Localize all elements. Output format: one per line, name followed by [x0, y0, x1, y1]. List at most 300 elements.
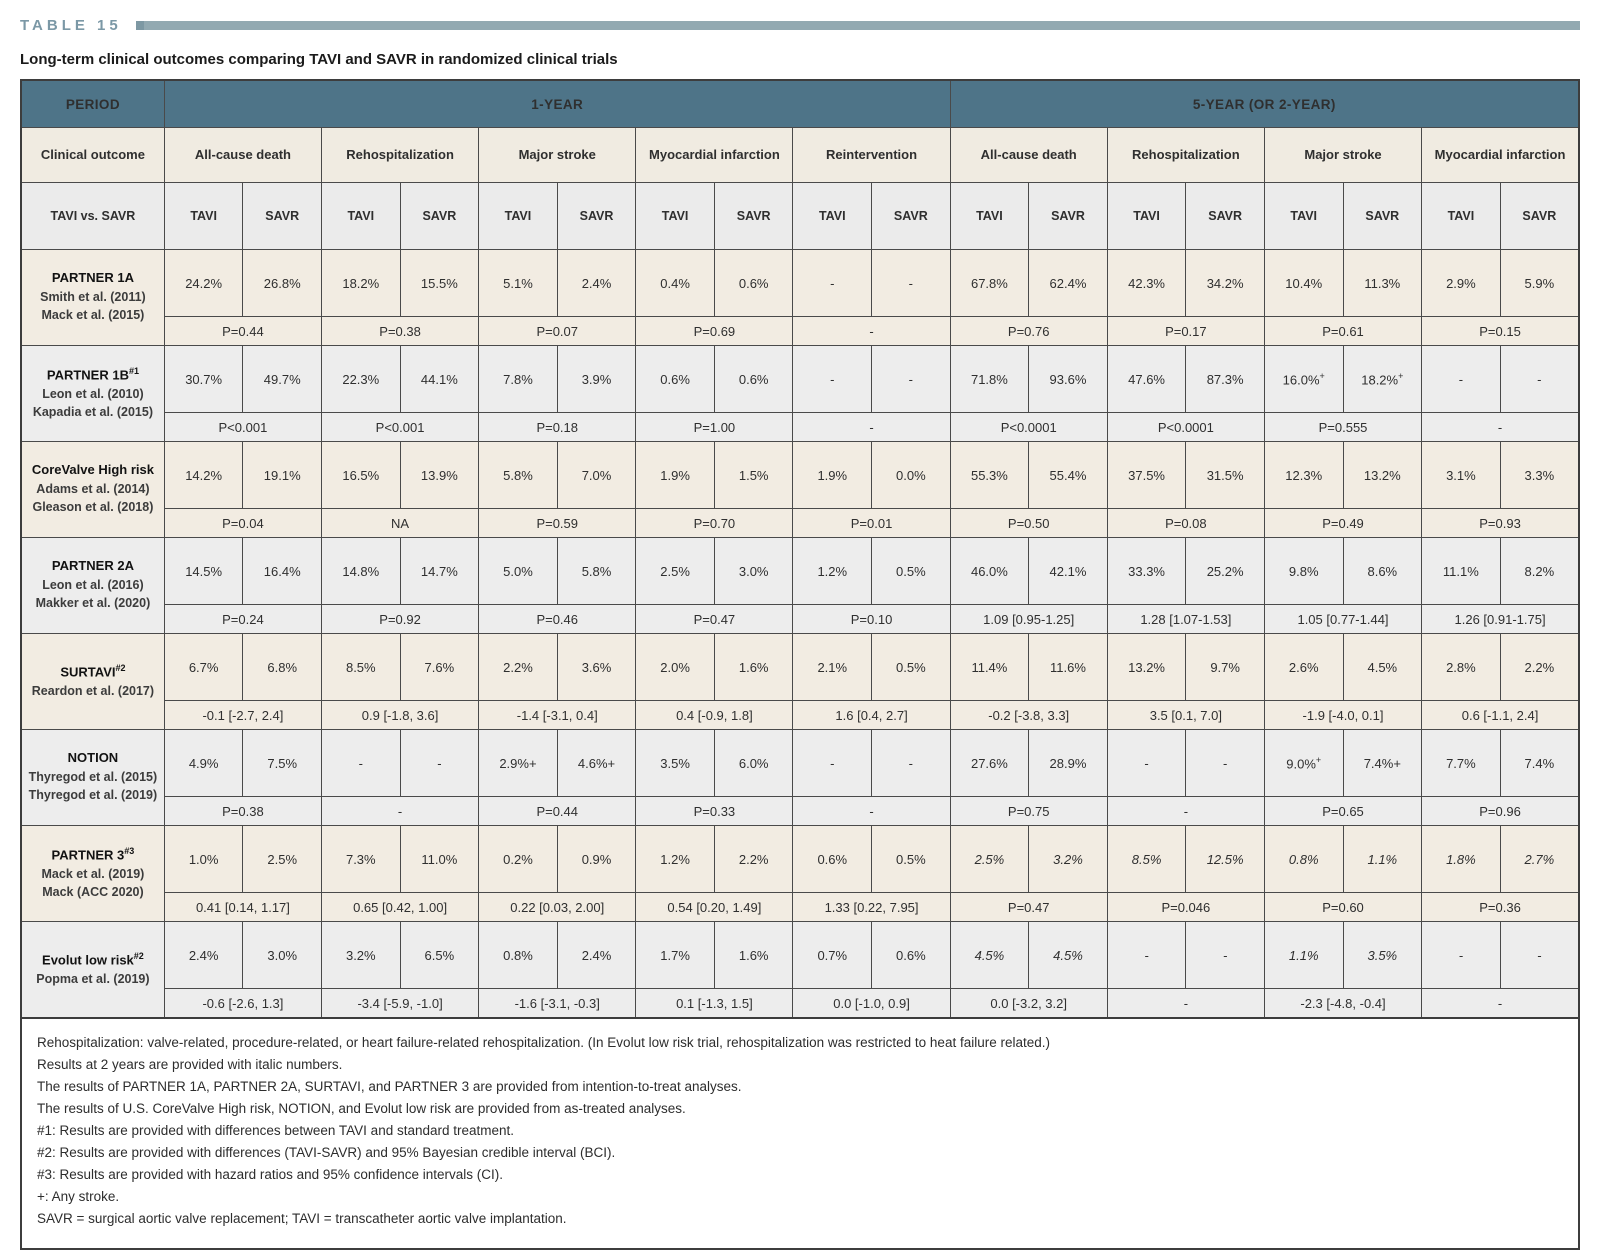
- outcome-header: Myocardial infarction: [1422, 128, 1579, 183]
- stat-cell: -: [1107, 797, 1264, 826]
- value-cell: 3.9%: [557, 346, 636, 413]
- table-tag: TABLE 15: [20, 16, 122, 34]
- trial-ref: Gleason et al. (2018): [32, 499, 154, 514]
- value-cell: 5.8%: [479, 442, 558, 509]
- value-cell: 2.6%: [1264, 634, 1343, 701]
- value-cell: 9.8%: [1264, 538, 1343, 605]
- trial-refs: [25, 971, 161, 989]
- trial-row-stats: [21, 317, 1579, 346]
- value-cell: 0.6%: [793, 826, 872, 893]
- value-cell: 87.3%: [1186, 346, 1265, 413]
- value-cell: 0.5%: [872, 826, 951, 893]
- stat-cell: P=0.70: [636, 509, 793, 538]
- table-tag-bar: [136, 21, 1580, 30]
- stat-cell: 0.4 [-0.9, 1.8]: [636, 701, 793, 730]
- trial-row-values: [21, 922, 1579, 989]
- stat-cell: P=0.38: [164, 797, 321, 826]
- tavi-header: TAVI: [1107, 183, 1186, 250]
- stat-cell: NA: [322, 509, 479, 538]
- value-cell: -: [1500, 346, 1579, 413]
- trial-name: CoreValve High risk: [31, 462, 154, 478]
- value-cell: 37.5%: [1107, 442, 1186, 509]
- value-cell: 11.6%: [1029, 634, 1108, 701]
- stat-cell: -: [793, 413, 950, 442]
- value-cell: 11.0%: [400, 826, 479, 893]
- stat-cell: P=0.75: [950, 797, 1107, 826]
- stat-cell: -2.3 [-4.8, -0.4]: [1264, 989, 1421, 1019]
- outcome-header: Rehospitalization: [322, 128, 479, 183]
- value-cell: 3.2%: [1029, 826, 1108, 893]
- value-cell: 33.3%: [1107, 538, 1186, 605]
- tavi-header: TAVI: [950, 183, 1029, 250]
- value-cell: 26.8%: [243, 250, 322, 317]
- stat-cell: P=0.92: [322, 605, 479, 634]
- footnote-line: The results of PARTNER 1A, PARTNER 2A, SURTAVI, and PARTNER 3 are provided from intention-to-treat analyses.: [37, 1079, 742, 1094]
- value-cell: 9.7%: [1186, 634, 1265, 701]
- value-cell: 0.7%: [793, 922, 872, 989]
- value-cell: 16.0%+: [1264, 346, 1343, 413]
- value-cell: 12.5%: [1186, 826, 1265, 893]
- stat-cell: 0.22 [0.03, 2.00]: [479, 893, 636, 922]
- value-cell: 13.2%: [1343, 442, 1422, 509]
- outcome-header: Major stroke: [479, 128, 636, 183]
- stat-cell: -1.6 [-3.1, -0.3]: [479, 989, 636, 1019]
- value-cell: 1.5%: [714, 442, 793, 509]
- value-cell: 30.7%: [164, 346, 243, 413]
- value-cell: 55.4%: [1029, 442, 1108, 509]
- outcome-header: Rehospitalization: [1107, 128, 1264, 183]
- value-cell: 4.5%: [1343, 634, 1422, 701]
- stat-cell: P=0.38: [322, 317, 479, 346]
- stat-cell: P<0.001: [322, 413, 479, 442]
- stat-cell: P=0.50: [950, 509, 1107, 538]
- stat-cell: P=0.49: [1264, 509, 1421, 538]
- trial-ref: Leon et al. (2016): [42, 578, 144, 593]
- value-cell: 8.5%: [1107, 826, 1186, 893]
- outcomes-table: [20, 79, 1580, 1019]
- value-cell: 3.0%: [243, 922, 322, 989]
- value-cell: 3.6%: [557, 634, 636, 701]
- stat-cell: 3.5 [0.1, 7.0]: [1107, 701, 1264, 730]
- value-cell: -: [793, 250, 872, 317]
- trial-row-stats: [21, 989, 1579, 1019]
- value-cell: 0.5%: [872, 538, 951, 605]
- trial-ref: Makker et al. (2020): [35, 595, 151, 610]
- value-cell: 14.2%: [164, 442, 243, 509]
- trial-ref: Reardon et al. (2017): [31, 683, 155, 698]
- value-cell: 49.7%: [243, 346, 322, 413]
- stat-cell: P=0.44: [164, 317, 321, 346]
- value-cell: 11.3%: [1343, 250, 1422, 317]
- value-cell: 2.4%: [557, 250, 636, 317]
- value-cell: 13.9%: [400, 442, 479, 509]
- value-cell: 2.5%: [243, 826, 322, 893]
- trial-ref: Mack et al. (2015): [41, 307, 145, 322]
- value-cell: 28.9%: [1029, 730, 1108, 797]
- stat-cell: 0.9 [-1.8, 3.6]: [322, 701, 479, 730]
- value-cell: 1.9%: [793, 442, 872, 509]
- value-cell: 6.5%: [400, 922, 479, 989]
- value-cell: 12.3%: [1264, 442, 1343, 509]
- value-cell: -: [1107, 922, 1186, 989]
- trial-row-values: [21, 442, 1579, 509]
- value-cell: 46.0%: [950, 538, 1029, 605]
- stat-cell: P=0.76: [950, 317, 1107, 346]
- value-cell: 0.6%: [714, 346, 793, 413]
- stat-cell: P=0.10: [793, 605, 950, 634]
- trial-refs: [25, 577, 161, 613]
- stat-cell: -3.4 [-5.9, -1.0]: [322, 989, 479, 1019]
- value-cell: 3.0%: [714, 538, 793, 605]
- value-cell: 5.0%: [479, 538, 558, 605]
- trial-name: SURTAVI$^{\#2}$: [60, 662, 126, 679]
- stat-cell: -: [793, 317, 950, 346]
- trial-label: [21, 250, 164, 346]
- footnote-line: Results at 2 years are provided with italic numbers.: [37, 1057, 343, 1072]
- value-cell: 1.2%: [636, 826, 715, 893]
- value-cell: 4.9%: [164, 730, 243, 797]
- value-cell: 16.4%: [243, 538, 322, 605]
- stat-cell: P<0.0001: [950, 413, 1107, 442]
- value-cell: 2.1%: [793, 634, 872, 701]
- footnote-line: +: Any stroke.: [37, 1189, 120, 1204]
- stat-cell: P=0.15: [1422, 317, 1579, 346]
- trial-label: [21, 634, 164, 730]
- footnote-line: #1: Results are provided with differences between TAVI and standard treatment.: [37, 1123, 515, 1138]
- stat-cell: 1.09 [0.95-1.25]: [950, 605, 1107, 634]
- value-cell: 5.1%: [479, 250, 558, 317]
- value-cell: 2.8%: [1422, 634, 1501, 701]
- value-cell: 67.8%: [950, 250, 1029, 317]
- outcome-header: All-cause death: [164, 128, 321, 183]
- trial-name: PARTNER 2A: [51, 558, 134, 574]
- trial-label: [21, 826, 164, 922]
- section-header-1y: 1-YEAR: [164, 80, 950, 128]
- stat-cell: 0.54 [0.20, 1.49]: [636, 893, 793, 922]
- value-cell: 2.2%: [479, 634, 558, 701]
- value-cell: 9.0%+: [1264, 730, 1343, 797]
- trial-label: [21, 922, 164, 1019]
- header-row-arms: [21, 183, 1579, 250]
- value-cell: -: [1500, 922, 1579, 989]
- stat-cell: P=0.08: [1107, 509, 1264, 538]
- tavi-header: TAVI: [1422, 183, 1501, 250]
- savr-header: SAVR: [1186, 183, 1265, 250]
- value-cell: 13.2%: [1107, 634, 1186, 701]
- trial-ref: Thyregod et al. (2015): [28, 770, 158, 785]
- stat-cell: -0.6 [-2.6, 1.3]: [164, 989, 321, 1019]
- value-cell: -: [1186, 922, 1265, 989]
- value-cell: -: [793, 346, 872, 413]
- trial-row-values: [21, 346, 1579, 413]
- stat-cell: P<0.0001: [1107, 413, 1264, 442]
- trial-name: Evolut low risk$^{\#2}$: [42, 950, 144, 967]
- value-cell: 10.4%: [1264, 250, 1343, 317]
- trial-row-values: [21, 826, 1579, 893]
- value-cell: 15.5%: [400, 250, 479, 317]
- trial-ref: Kapadia et al. (2015): [32, 404, 154, 419]
- stat-cell: P=0.61: [1264, 317, 1421, 346]
- stat-cell: P=0.59: [479, 509, 636, 538]
- trial-row-stats: [21, 509, 1579, 538]
- trial-name: PARTNER 3$^{\#3}$: [51, 845, 135, 862]
- trial-ref: Leon et al. (2010): [42, 386, 144, 401]
- stat-cell: 1.6 [0.4, 2.7]: [793, 701, 950, 730]
- savr-header: SAVR: [872, 183, 951, 250]
- tavi-header: TAVI: [793, 183, 872, 250]
- value-cell: -: [872, 346, 951, 413]
- value-cell: 0.6%: [872, 922, 951, 989]
- trial-row-values: [21, 538, 1579, 605]
- value-cell: 6.0%: [714, 730, 793, 797]
- value-cell: 0.9%: [557, 826, 636, 893]
- stat-cell: 1.28 [1.07-1.53]: [1107, 605, 1264, 634]
- value-cell: 14.5%: [164, 538, 243, 605]
- stat-cell: P=0.47: [950, 893, 1107, 922]
- value-cell: 3.1%: [1422, 442, 1501, 509]
- footnote-line: #3: Results are provided with hazard ratios and 95% confidence intervals (CI).: [37, 1167, 503, 1182]
- footnote-line: #2: Results are provided with differences (TAVI-SAVR) and 95% Bayesian credible interval (BCI).: [37, 1145, 616, 1160]
- footnote-line: The results of U.S. CoreValve High risk, NOTION, and Evolut low risk are provided from as-treated analyses.: [37, 1101, 686, 1116]
- value-cell: 7.8%: [479, 346, 558, 413]
- value-cell: 3.5%: [1343, 922, 1422, 989]
- value-cell: 4.6%+: [557, 730, 636, 797]
- trial-label: [21, 346, 164, 442]
- value-cell: 1.7%: [636, 922, 715, 989]
- stat-cell: 0.1 [-1.3, 1.5]: [636, 989, 793, 1019]
- footnotes: [20, 1019, 1580, 1250]
- value-cell: 7.4%+: [1343, 730, 1422, 797]
- value-cell: 7.7%: [1422, 730, 1501, 797]
- trial-name: NOTION: [67, 750, 119, 766]
- tavi-header: TAVI: [322, 183, 401, 250]
- stat-cell: -1.9 [-4.0, 0.1]: [1264, 701, 1421, 730]
- value-cell: -: [1422, 922, 1501, 989]
- value-cell: 14.8%: [322, 538, 401, 605]
- value-cell: 71.8%: [950, 346, 1029, 413]
- table-title: Long-term clinical outcomes comparing TAVI and SAVR in randomized clinical trials: [20, 51, 618, 68]
- trial-refs: [25, 289, 161, 325]
- clinical-outcome-header: Clinical outcome: [21, 128, 164, 183]
- savr-header: SAVR: [243, 183, 322, 250]
- value-cell: 18.2%: [322, 250, 401, 317]
- stat-cell: 1.33 [0.22, 7.95]: [793, 893, 950, 922]
- value-cell: 0.4%: [636, 250, 715, 317]
- value-cell: -: [322, 730, 401, 797]
- value-cell: -: [872, 250, 951, 317]
- stat-cell: 0.0 [-3.2, 3.2]: [950, 989, 1107, 1019]
- stat-cell: -1.4 [-3.1, 0.4]: [479, 701, 636, 730]
- value-cell: 25.2%: [1186, 538, 1265, 605]
- stat-cell: 0.6 [-1.1, 2.4]: [1422, 701, 1579, 730]
- stat-cell: P=0.24: [164, 605, 321, 634]
- value-cell: 7.0%: [557, 442, 636, 509]
- value-cell: 7.5%: [243, 730, 322, 797]
- value-cell: 93.6%: [1029, 346, 1108, 413]
- stat-cell: P=0.555: [1264, 413, 1421, 442]
- value-cell: -: [1422, 346, 1501, 413]
- trial-refs: [25, 386, 161, 422]
- value-cell: 16.5%: [322, 442, 401, 509]
- value-cell: 18.2%+: [1343, 346, 1422, 413]
- value-cell: 4.5%: [950, 922, 1029, 989]
- footnote-line: Rehospitalization: valve-related, procedure-related, or heart failure-related rehospitalization. (In Evolut low risk trial, rehospitalization was restricted to heat failure related.): [37, 1035, 1050, 1050]
- period-header: PERIOD: [21, 80, 164, 128]
- trial-ref: Popma et al. (2019): [36, 971, 150, 986]
- stat-cell: P<0.001: [164, 413, 321, 442]
- stat-cell: -: [793, 797, 950, 826]
- trial-row-values: [21, 730, 1579, 797]
- savr-header: SAVR: [400, 183, 479, 250]
- value-cell: 4.5%: [1029, 922, 1108, 989]
- stat-cell: P=0.33: [636, 797, 793, 826]
- tavi-header: TAVI: [636, 183, 715, 250]
- value-cell: 31.5%: [1186, 442, 1265, 509]
- value-cell: 2.2%: [1500, 634, 1579, 701]
- value-cell: 22.3%: [322, 346, 401, 413]
- stat-cell: -0.1 [-2.7, 2.4]: [164, 701, 321, 730]
- value-cell: 19.1%: [243, 442, 322, 509]
- trial-refs: [25, 481, 161, 517]
- trial-ref: Thyregod et al. (2019): [28, 787, 158, 802]
- trial-row-stats: [21, 797, 1579, 826]
- trial-label: [21, 538, 164, 634]
- value-cell: 42.3%: [1107, 250, 1186, 317]
- value-cell: 47.6%: [1107, 346, 1186, 413]
- value-cell: 2.5%: [636, 538, 715, 605]
- tavi-header: TAVI: [479, 183, 558, 250]
- value-cell: 1.9%: [636, 442, 715, 509]
- value-cell: 0.8%: [479, 922, 558, 989]
- value-cell: 62.4%: [1029, 250, 1108, 317]
- value-cell: 7.4%: [1500, 730, 1579, 797]
- savr-header: SAVR: [1029, 183, 1108, 250]
- outcome-header: All-cause death: [950, 128, 1107, 183]
- value-cell: 0.5%: [872, 634, 951, 701]
- trial-refs: [25, 866, 161, 902]
- trial-row-values: [21, 634, 1579, 701]
- value-cell: 42.1%: [1029, 538, 1108, 605]
- trial-ref: Mack et al. (2019): [41, 866, 145, 881]
- value-cell: 2.9%+: [479, 730, 558, 797]
- stat-cell: 1.05 [0.77-1.44]: [1264, 605, 1421, 634]
- outcome-header: Reintervention: [793, 128, 950, 183]
- trial-ref: Smith et al. (2011): [40, 290, 146, 305]
- value-cell: 8.2%: [1500, 538, 1579, 605]
- trial-name: PARTNER $1B^{\#1}$: [46, 365, 139, 382]
- value-cell: 55.3%: [950, 442, 1029, 509]
- value-cell: 6.8%: [243, 634, 322, 701]
- value-cell: 11.4%: [950, 634, 1029, 701]
- value-cell: 2.5%: [950, 826, 1029, 893]
- stat-cell: P=0.17: [1107, 317, 1264, 346]
- value-cell: 2.7%: [1500, 826, 1579, 893]
- savr-header: SAVR: [714, 183, 793, 250]
- stat-cell: -: [1422, 989, 1579, 1019]
- trial-refs: [25, 683, 161, 701]
- stat-cell: -: [322, 797, 479, 826]
- stat-cell: P=0.44: [479, 797, 636, 826]
- value-cell: 3.3%: [1500, 442, 1579, 509]
- table-body: [21, 250, 1579, 1019]
- value-cell: 8.6%: [1343, 538, 1422, 605]
- value-cell: 8.5%: [322, 634, 401, 701]
- value-cell: 3.2%: [322, 922, 401, 989]
- stat-cell: 0.41 [0.14, 1.17]: [164, 893, 321, 922]
- trial-name: PARTNER 1A: [51, 270, 134, 286]
- stat-cell: P=0.60: [1264, 893, 1421, 922]
- stat-cell: P=0.01: [793, 509, 950, 538]
- value-cell: 0.2%: [479, 826, 558, 893]
- value-cell: 1.2%: [793, 538, 872, 605]
- value-cell: 0.6%: [714, 250, 793, 317]
- value-cell: 7.6%: [400, 634, 479, 701]
- outcome-header: Major stroke: [1264, 128, 1421, 183]
- value-cell: 1.0%: [164, 826, 243, 893]
- stat-cell: P=0.18: [479, 413, 636, 442]
- value-cell: 3.5%: [636, 730, 715, 797]
- tavi-header: TAVI: [164, 183, 243, 250]
- trial-row-stats: [21, 413, 1579, 442]
- section-header-5y: 5-YEAR (OR 2-YEAR): [950, 80, 1579, 128]
- trial-label: [21, 730, 164, 826]
- stat-cell: P=0.36: [1422, 893, 1579, 922]
- stat-cell: P=0.96: [1422, 797, 1579, 826]
- trial-row-stats: [21, 701, 1579, 730]
- stat-cell: P=0.93: [1422, 509, 1579, 538]
- value-cell: 0.8%: [1264, 826, 1343, 893]
- value-cell: -: [400, 730, 479, 797]
- value-cell: 7.3%: [322, 826, 401, 893]
- value-cell: 14.7%: [400, 538, 479, 605]
- tavi-header: TAVI: [1264, 183, 1343, 250]
- stat-cell: P=0.04: [164, 509, 321, 538]
- value-cell: 11.1%: [1422, 538, 1501, 605]
- trial-row-values: [21, 250, 1579, 317]
- value-cell: 2.2%: [714, 826, 793, 893]
- value-cell: 6.7%: [164, 634, 243, 701]
- value-cell: 2.0%: [636, 634, 715, 701]
- value-cell: 1.8%: [1422, 826, 1501, 893]
- value-cell: 44.1%: [400, 346, 479, 413]
- stat-cell: -: [1422, 413, 1579, 442]
- table-tag-row: [20, 16, 1580, 34]
- stat-cell: -: [1107, 989, 1264, 1019]
- stat-cell: P=0.07: [479, 317, 636, 346]
- stat-cell: P=0.65: [1264, 797, 1421, 826]
- value-cell: 1.6%: [714, 922, 793, 989]
- header-row-outcomes: [21, 128, 1579, 183]
- value-cell: 1.1%: [1343, 826, 1422, 893]
- trial-ref: Mack (ACC 2020): [42, 884, 144, 899]
- stat-cell: 1.26 [0.91-1.75]: [1422, 605, 1579, 634]
- stat-cell: P=0.46: [479, 605, 636, 634]
- value-cell: 2.4%: [164, 922, 243, 989]
- value-cell: 2.4%: [557, 922, 636, 989]
- tavi-vs-savr-header: TAVI vs. SAVR: [21, 183, 164, 250]
- savr-header: SAVR: [1343, 183, 1422, 250]
- savr-header: SAVR: [1500, 183, 1579, 250]
- value-cell: 5.9%: [1500, 250, 1579, 317]
- value-cell: 0.6%: [636, 346, 715, 413]
- savr-header: SAVR: [557, 183, 636, 250]
- trial-row-stats: [21, 605, 1579, 634]
- header-row-period: [21, 80, 1579, 128]
- value-cell: 5.8%: [557, 538, 636, 605]
- stat-cell: P=0.47: [636, 605, 793, 634]
- value-cell: 1.6%: [714, 634, 793, 701]
- trial-refs: [25, 769, 161, 805]
